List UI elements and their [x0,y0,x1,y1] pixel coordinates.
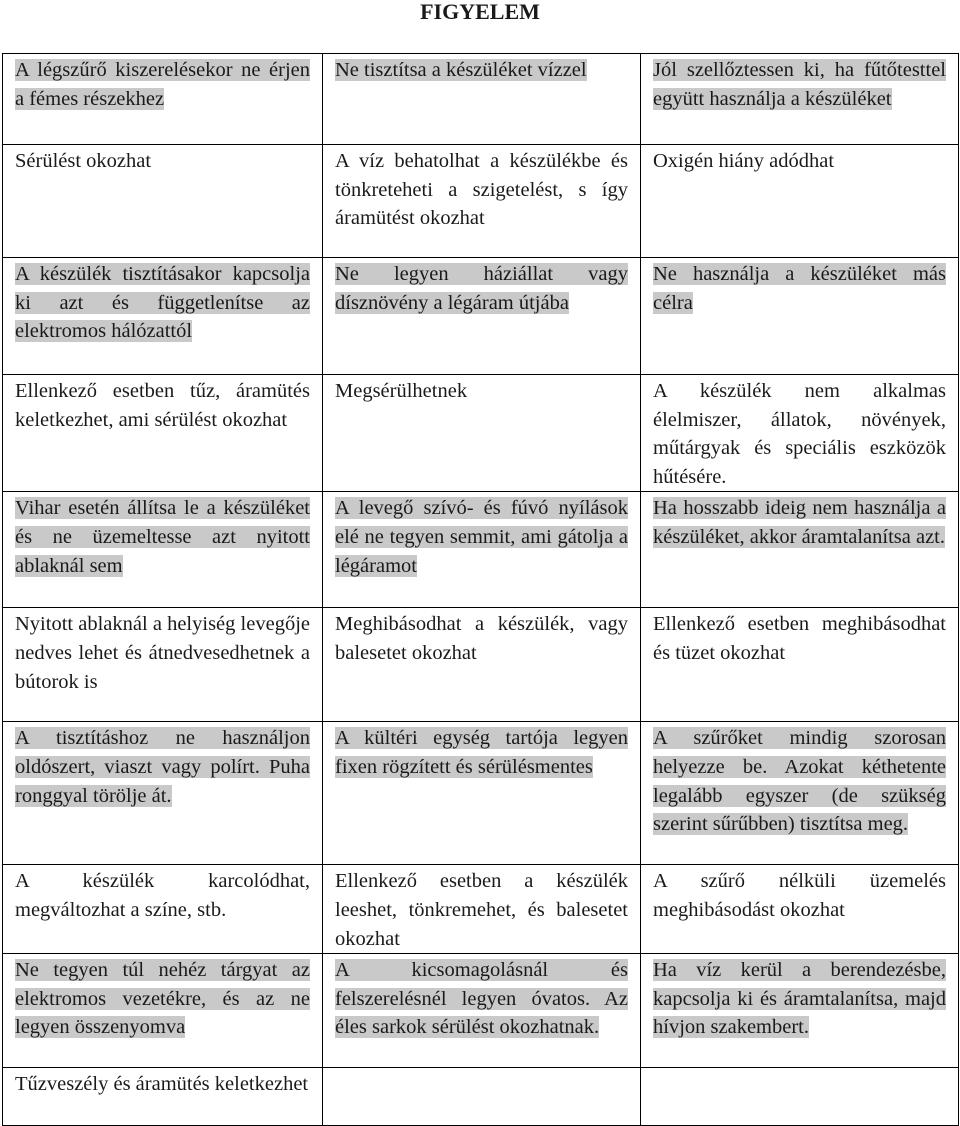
table-cell [641,258,959,375]
cell-text: Ellenkező esetben a készülék leeshet, tönkremehet, és balesetet okozhat [335,870,628,950]
table-cell [641,954,959,1068]
cell-text: Nyitott ablaknál a helyiség levegője nedves lehet és átnedvesedhetnek a bútorok is [15,613,310,693]
cell-text: A szűrő nélküli üzemelés meghibásodást okozhat [653,870,946,921]
table-cell [3,722,323,865]
cell-text: Ha víz kerül a berendezésbe, kapcsolja ki és áramtalanítsa, majd hívjon szakembert. [653,959,946,1039]
cell-text: Ne tisztítsa a készüléket vízzel [335,59,587,81]
table-cell [323,54,641,145]
table-row [3,865,959,954]
table-cell [323,145,641,258]
cell-text: Sérülést okozhat [15,150,152,172]
table-row [3,954,959,1068]
warnings-table [2,53,959,1126]
table-cell [323,492,641,608]
page-title: FIGYELEM [420,0,540,24]
table-cell [3,865,323,954]
table-row [3,492,959,608]
table-cell [3,145,323,258]
table-cell [641,1068,959,1126]
cell-text: A tisztításhoz ne használjon oldószert, viaszt vagy polírt. Puha ronggyal törölje át. [15,727,310,807]
table-cell [3,954,323,1068]
table-cell [323,865,641,954]
table-row [3,375,959,492]
table-cell [3,258,323,375]
table-cell [641,54,959,145]
table-row [3,54,959,145]
cell-text: Jól szellőztessen ki, ha fűtőtesttel együtt használja a készüléket [653,59,946,110]
table-cell [641,608,959,722]
cell-text: Tűzveszély és áramütés keletkezhet [15,1073,309,1096]
table-cell [323,722,641,865]
cell-text: Meghibásodhat a készülék, vagy balesetet okozhat [335,613,628,664]
table-cell [323,1068,641,1126]
table-cell [3,492,323,608]
cell-text: Ne használja a készüléket más célra [653,263,946,314]
table-cell [323,608,641,722]
table-row [3,722,959,865]
cell-text: A készülék karcolódhat, megváltozhat a színe, stb. [15,870,310,921]
cell-text: Oxigén hiány adódhat [653,150,835,172]
cell-text: A kicsomagolásnál és felszerelésnél legyen óvatos. Az éles sarkok sérülést okozhatnak. [335,959,628,1039]
table-row [3,1068,959,1126]
table-cell [323,258,641,375]
cell-text: A levegő szívó- és fúvó nyílások elé ne tegyen semmit, ami gátolja a légáramot [335,497,628,577]
cell-text: A víz behatolhat a készülékbe és tönkreteheti a szigetelést, s így áramütést okozhat [335,150,628,230]
table-cell [323,954,641,1068]
table-cell [641,865,959,954]
table-row [3,258,959,375]
table-cell [323,375,641,492]
table-row [3,145,959,258]
table-cell [3,1068,323,1126]
table-cell [3,375,323,492]
cell-text: Megsérülhetnek [335,380,468,402]
cell-text: Ellenkező esetben tűz, áramütés keletkezhet, ami sérülést okozhat [15,380,310,431]
cell-text: A készülék nem alkalmas élelmiszer, állatok, növények, műtárgyak és speciális eszközök hűtésére. [653,380,946,488]
table-cell [641,492,959,608]
table-cell [3,54,323,145]
cell-text: A készülék tisztításakor kapcsolja ki azt és függetlenítse az elektromos hálózattól [15,263,310,343]
cell-text: Ha hosszabb ideig nem használja a készüléket, akkor áramtalanítsa azt. [653,497,946,548]
cell-text: Vihar esetén állítsa le a készüléket és ne üzemeltesse azt nyitott ablaknál sem [15,497,310,577]
table-row [3,608,959,722]
table-cell [3,608,323,722]
table-cell [641,722,959,865]
table-cell [641,145,959,258]
cell-text: Ellenkező esetben meghibásodhat és tüzet okozhat [653,613,946,664]
cell-text: Ne tegyen túl nehéz tárgyat az elektromos vezetékre, és az ne legyen összenyomva [15,959,310,1039]
table-cell [641,375,959,492]
cell-text: A légszűrő kiszerelésekor ne érjen a fémes részekhez [15,59,310,110]
cell-text: A szűrőket mindig szorosan helyezze be. Azokat kéthetente legalább egyszer (de szükség szerint sűrűbben) tisztítsa meg. [653,727,946,836]
cell-text: Ne legyen háziállat vagy dísznövény a légáram útjába [335,263,628,314]
cell-text: A kültéri egység tartója legyen fixen rögzített és sérülésmentes [335,727,628,778]
